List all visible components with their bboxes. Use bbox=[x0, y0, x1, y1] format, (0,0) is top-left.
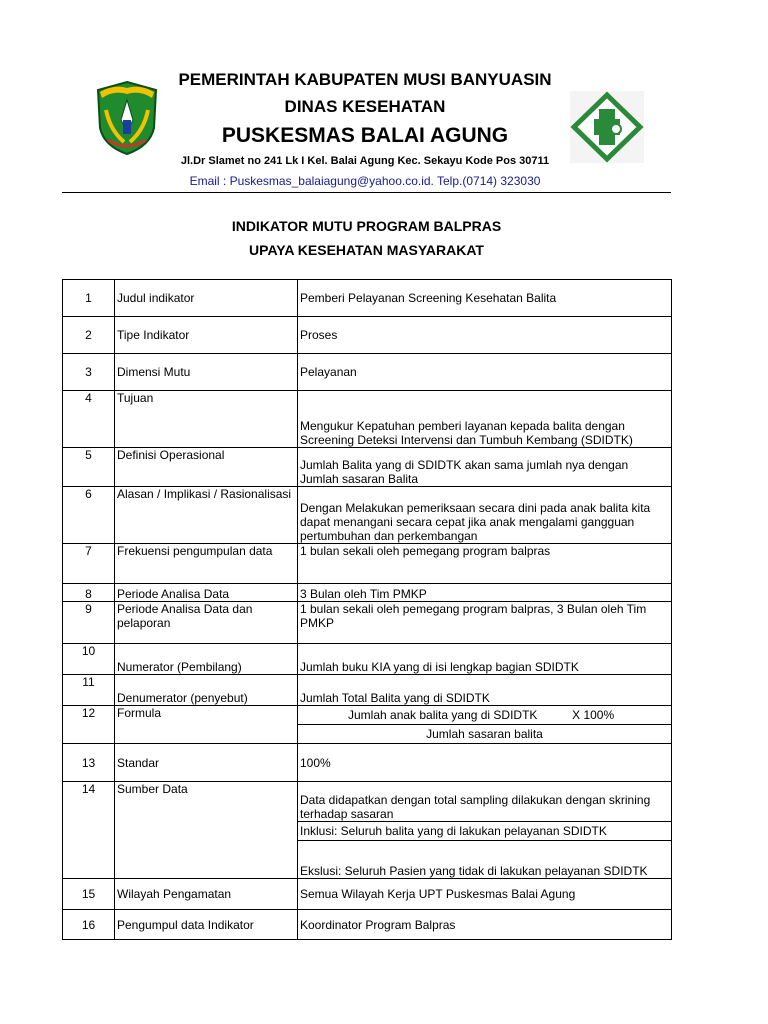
indicator-table bbox=[62, 279, 672, 940]
row-value: Jumlah Total Balita yang di SDIDTK bbox=[298, 675, 672, 706]
row-value: 3 Bulan oleh Tim PMKP bbox=[298, 584, 672, 602]
document-subtitle: UPAYA KESEHATAN MASYARAKAT bbox=[249, 242, 484, 258]
formula-numerator: Jumlah anak balita yang di SDIDTK bbox=[348, 708, 538, 722]
table-row bbox=[63, 584, 672, 602]
row-number: 7 bbox=[63, 544, 115, 584]
table-row bbox=[63, 544, 672, 584]
row-label: Frekuensi pengumpulan data bbox=[115, 544, 298, 584]
row-value: 1 bulan sekali oleh pemegang program balpras, 3 Bulan oleh Tim PMKP bbox=[298, 602, 672, 644]
row-number: 1 bbox=[63, 280, 115, 317]
document-title: INDIKATOR MUTU PROGRAM BALPRAS bbox=[231, 218, 502, 234]
row-label: Dimensi Mutu bbox=[115, 354, 298, 391]
table-row bbox=[63, 354, 672, 391]
row-number: 13 bbox=[63, 744, 115, 782]
row-number: 15 bbox=[63, 879, 115, 910]
row-label: Denumerator (penyebut) bbox=[115, 675, 298, 706]
row-label: Periode Analisa Data bbox=[115, 584, 298, 602]
row-label: Sumber Data bbox=[115, 782, 298, 879]
header-government: PEMERINTAH KABUPATEN MUSI BANYUASIN bbox=[178, 70, 552, 89]
row-label: Formula bbox=[115, 706, 298, 744]
row-number: 5 bbox=[63, 448, 115, 487]
row-label: Alasan / Implikasi / Rasionalisasi bbox=[115, 487, 298, 544]
row-value: Proses bbox=[298, 317, 672, 354]
formula-denominator: Jumlah sasaran balita bbox=[426, 727, 543, 741]
table-row bbox=[63, 744, 672, 782]
row-value: Data didapatkan dengan total sampling dilakukan dengan skrining terhadap sasaran bbox=[298, 782, 672, 822]
table-row bbox=[63, 280, 672, 317]
table-row bbox=[63, 391, 672, 448]
formula-denominator-cell bbox=[298, 725, 672, 744]
puskesmas-logo bbox=[570, 91, 644, 163]
header-department: DINAS KESEHATAN bbox=[284, 97, 446, 116]
row-number: 16 bbox=[63, 910, 115, 940]
row-value: Jumlah Balita yang di SDIDTK akan sama jumlah nya dengan Jumlah sasaran Balita bbox=[298, 448, 672, 487]
row-value: Pelayanan bbox=[298, 354, 672, 391]
row-number: 10 bbox=[63, 644, 115, 675]
table-row bbox=[63, 879, 672, 910]
table-row bbox=[63, 317, 672, 354]
row-number: 12 bbox=[63, 706, 115, 744]
row-label: Wilayah Pengamatan bbox=[115, 879, 298, 910]
table-row bbox=[63, 782, 672, 822]
row-label: Numerator (Pembilang) bbox=[115, 644, 298, 675]
row-number: 3 bbox=[63, 354, 115, 391]
row-number: 11 bbox=[63, 675, 115, 706]
table-row bbox=[63, 448, 672, 487]
row-value: Semua Wilayah Kerja UPT Puskesmas Balai Agung bbox=[298, 879, 672, 910]
row-value: Mengukur Kepatuhan pemberi layanan kepada balita dengan Screening Deteksi Intervensi dan Tumbuh Kembang (SDIDTK) bbox=[298, 391, 672, 448]
row-label: Judul indikator bbox=[115, 280, 298, 317]
header-divider bbox=[62, 192, 671, 193]
exclusion-criteria: Ekslusi: Seluruh Pasien yang tidak di lakukan pelayanan SDIDTK bbox=[298, 841, 672, 879]
header-address: Jl.Dr Slamet no 241 Lk I Kel. Balai Agung Kec. Sekayu Kode Pos 30711 bbox=[180, 155, 550, 167]
formula-multiplier: X 100% bbox=[572, 708, 615, 722]
row-value: Jumlah buku KIA yang di isi lengkap bagian SDIDTK bbox=[298, 644, 672, 675]
row-value: Koordinator Program Balpras bbox=[298, 910, 672, 940]
row-label: Standar bbox=[115, 744, 298, 782]
table-row bbox=[63, 602, 672, 644]
row-label: Tipe Indikator bbox=[115, 317, 298, 354]
row-number: 9 bbox=[63, 602, 115, 644]
row-number: 14 bbox=[63, 782, 115, 879]
table-row bbox=[63, 487, 672, 544]
table-row bbox=[63, 706, 672, 725]
header-puskesmas: PUSKESMAS BALAI AGUNG bbox=[221, 124, 509, 147]
formula-numerator-cell bbox=[298, 706, 672, 725]
row-number: 2 bbox=[63, 317, 115, 354]
row-label: Pengumpul data Indikator bbox=[115, 910, 298, 940]
row-label: Tujuan bbox=[115, 391, 298, 448]
row-number: 8 bbox=[63, 584, 115, 602]
table-row bbox=[63, 675, 672, 706]
inclusion-criteria: Inklusi: Seluruh balita yang di lakukan pelayanan SDIDTK bbox=[298, 822, 672, 841]
row-number: 4 bbox=[63, 391, 115, 448]
table-row bbox=[63, 644, 672, 675]
row-number: 6 bbox=[63, 487, 115, 544]
row-label: Periode Analisa Data dan pelaporan bbox=[115, 602, 298, 644]
row-value: 100% bbox=[298, 744, 672, 782]
header-contact: Email : Puskesmas_balaiagung@yahoo.co.id. Telp.(0714) 323030 bbox=[189, 174, 541, 188]
row-value: Pemberi Pelayanan Screening Kesehatan Balita bbox=[298, 280, 672, 317]
table-row bbox=[63, 910, 672, 940]
row-value: Dengan Melakukan pemeriksaan secara dini pada anak balita kita dapat menangani secara cepat jika anak mengalami gangguan pertumbuhan dan perkembangan bbox=[298, 487, 672, 544]
row-value: 1 bulan sekali oleh pemegang program balpras bbox=[298, 544, 672, 584]
row-label: Definisi Operasional bbox=[115, 448, 298, 487]
